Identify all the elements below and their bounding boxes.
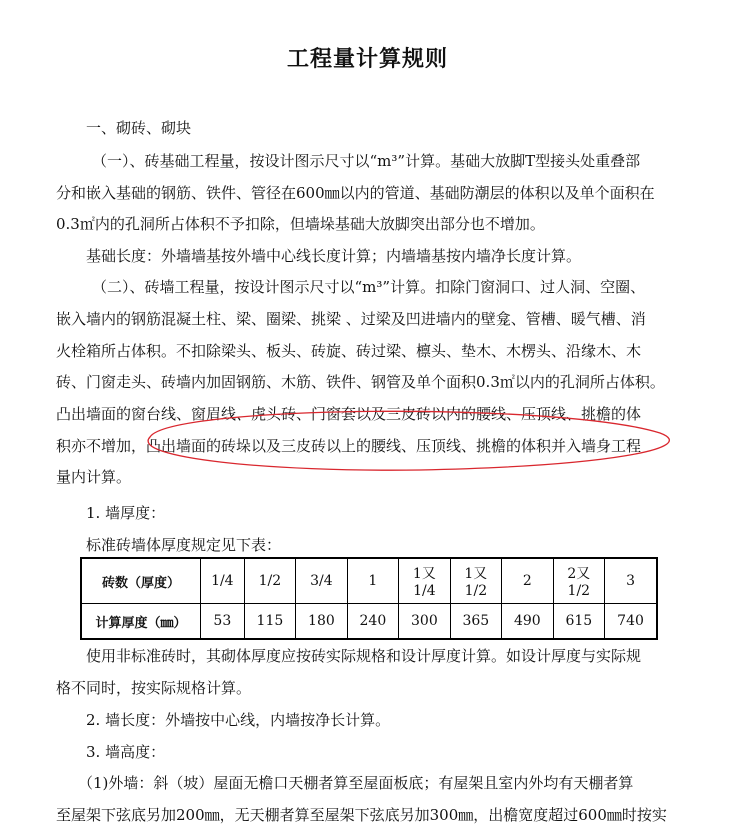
thickness-cell: 300 [399,604,450,640]
paragraph-line-cut: 至屋架下弦底另加200㎜，无天棚者算至屋架下弦底另加300㎜，出檐宽度超过600㎜时按实 [56,806,667,824]
brick-count-cell: 3/4 [296,558,347,604]
paragraph-line: 量内计算。 [56,468,132,486]
paragraph-line: 砖、门窗走头、砖墙内加固钢筋、木筋、铁件、钢管及单个面积0.3㎡以内的孔洞所占体积。 [56,373,665,391]
thickness-cell: 240 [347,604,398,640]
brick-count-cell: 1 [347,558,398,604]
wall-thickness-table [80,557,658,640]
brick-count-cell: 1又 1/2 [450,558,501,604]
document-title: 工程量计算规则 [286,47,448,72]
paragraph-line: 积亦不增加，凸出墙面的砖垛以及三皮砖以上的腰线、压顶线、挑檐的体积并入墙身工程 [56,437,642,455]
paragraph-line: 格不同时，按实际规格计算。 [56,679,252,697]
thickness-cell: 365 [450,604,501,640]
paragraph-line: 0.3㎡内的孔洞所占体积不予扣除，但墙垛基础大放脚突出部分也不增加。 [56,215,545,233]
table-caption: 标准砖墙体厚度规定见下表： [86,536,282,554]
brick-count-cell: 2又 1/2 [553,558,604,604]
paragraph-line: 嵌入墙内的钢筋混凝土柱、梁、圈梁、挑梁 、过梁及凹进墙内的壁龛、管槽、暖气槽、消 [56,310,646,328]
thickness-cell: 180 [296,604,347,640]
paragraph-line: 使用非标准砖时，其砌体厚度应按砖实际规格和设计厚度计算。如设计厚度与实际规 [86,647,642,665]
paragraph-line: 火栓箱所占体积。不扣除梁头、板头、砖旋、砖过梁、檩头、垫木、木楞头、沿缘木、木 [56,342,642,360]
thickness-cell: 490 [502,604,553,640]
paragraph-line: （一）、砖基础工程量，按设计图示尺寸以“m³”计算。基础大放脚T型接头处重叠部 [92,152,641,170]
brick-count-cell: 1/4 [201,558,245,604]
paragraph-line: 凸出墙面的窗台线、窗眉线、虎头砖、门窗套以及三皮砖以内的腰线、压顶线、挑檐的体 [56,405,642,423]
thickness-cell: 53 [201,604,245,640]
table-row [81,604,657,640]
table-row [81,558,657,604]
numbered-heading: 1. 墙厚度： [86,504,166,522]
thickness-cell: 615 [553,604,604,640]
paragraph-line: （1)外墙：斜（坡）屋面无檐口天棚者算至屋面板底；有屋架且室内外均有天棚者算 [78,774,634,792]
brick-count-cell: 3 [605,558,657,604]
brick-count-cell: 1又 1/4 [399,558,450,604]
paragraph-line: （二）、砖墙工程量，按设计图示尺寸以“m³”计算。扣除门窗洞口、过人洞、空圈、 [92,278,646,296]
brick-count-cell: 2 [502,558,553,604]
paragraph-line: 基础长度：外墙墙基按外墙中心线长度计算；内墙墙基按内墙净长度计算。 [86,247,582,265]
section-heading: 一、砌砖、砌块 [86,119,192,137]
numbered-heading: 3. 墙高度： [86,743,166,761]
thickness-cell: 740 [605,604,657,640]
row-header-brick-count: 砖数（厚度） [81,558,201,604]
paragraph-line: 分和嵌入基础的钢筋、铁件、管径在600㎜以内的管道、基础防潮层的体积以及单个面积在 [56,184,655,202]
brick-count-cell: 1/2 [244,558,295,604]
numbered-heading: 2. 墙长度：外墙按中心线，内墙按净长计算。 [86,711,391,729]
thickness-cell: 115 [244,604,295,640]
row-header-thickness: 计算厚度（㎜） [81,604,201,640]
